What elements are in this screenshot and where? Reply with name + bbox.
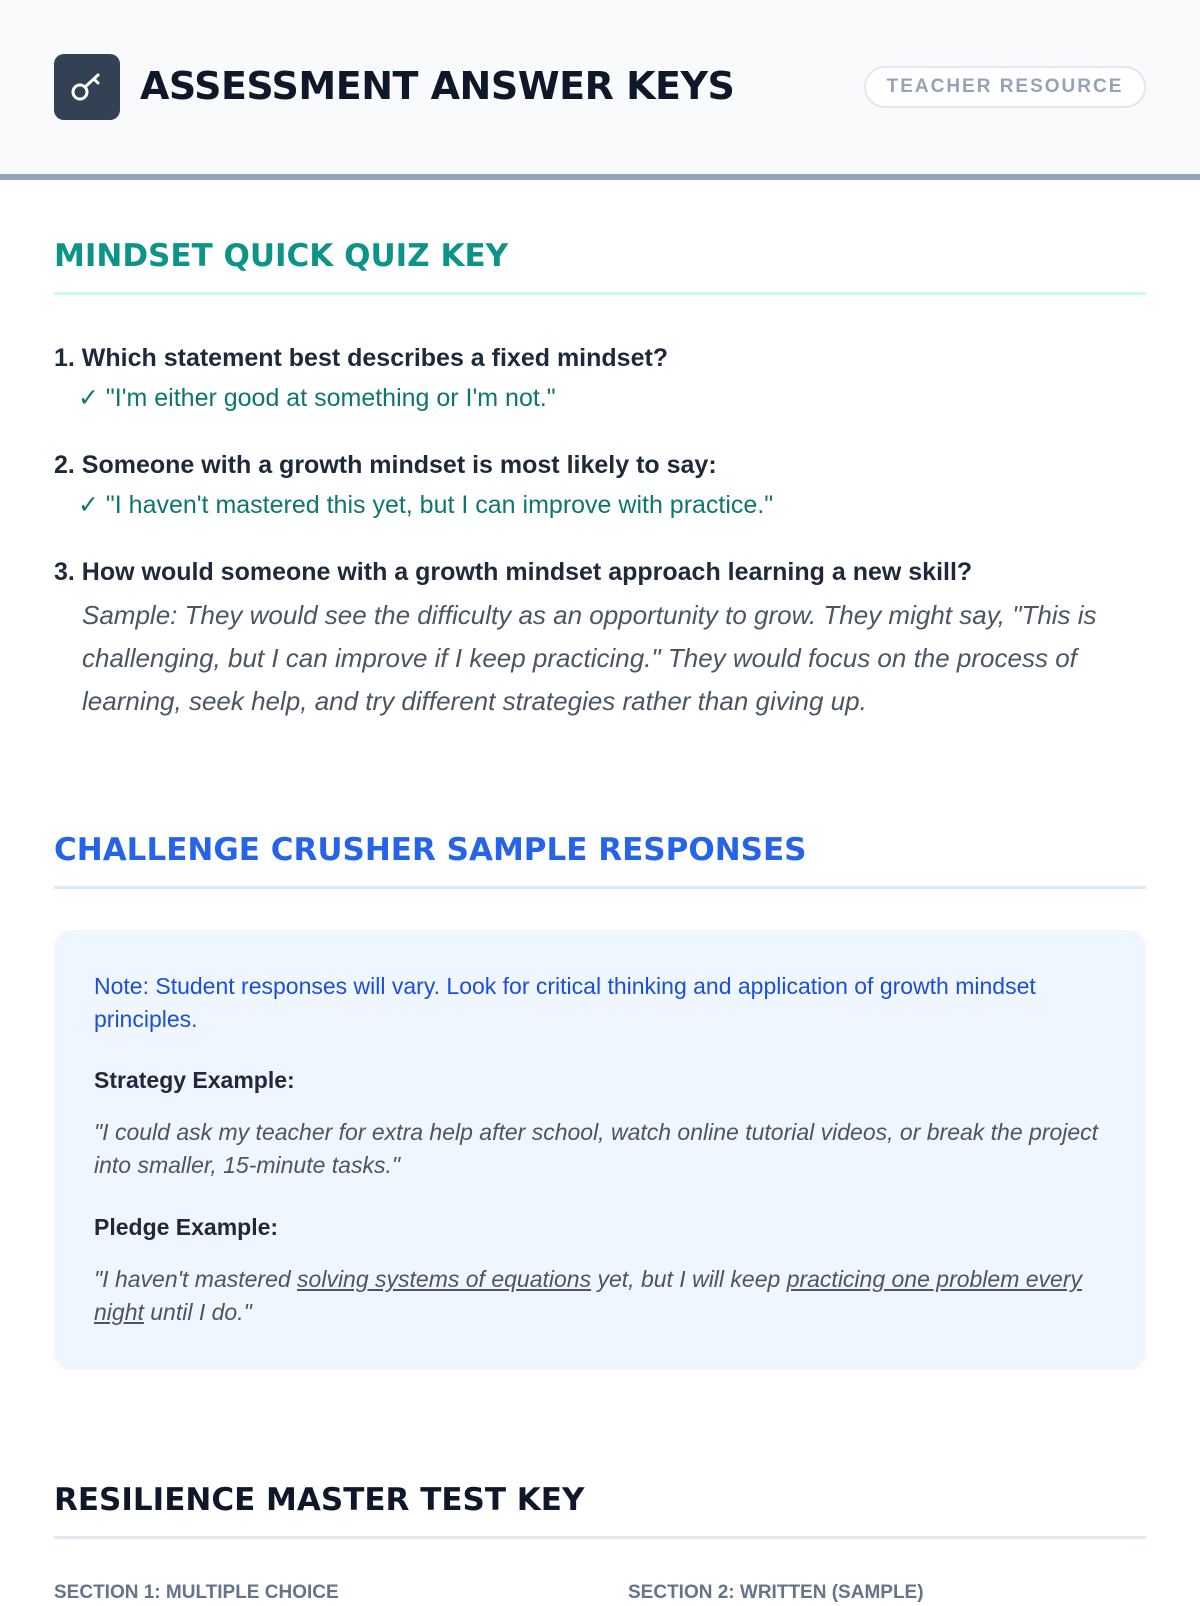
quiz-question-1: 1. Which statement best describes a fixed mindset? bbox=[54, 344, 669, 372]
pledge-blank-action: practicing one problem every night bbox=[94, 1266, 1083, 1325]
quiz-answer-2: ✓ "I haven't mastered this yet, but I can improve with practice." bbox=[78, 491, 774, 519]
pledge-blank-skill: solving systems of equations bbox=[297, 1266, 592, 1292]
teacher-resource-badge: TEACHER RESOURCE bbox=[864, 66, 1146, 108]
key-icon bbox=[67, 67, 107, 107]
resilience-heading: RESILIENCE MASTER TEST KEY bbox=[54, 1478, 1146, 1539]
pledge-text-middle: yet, but I will keep bbox=[591, 1266, 787, 1292]
quiz-heading: MINDSET QUICK QUIZ KEY bbox=[54, 234, 1146, 295]
strategy-example-text: "I could ask my teacher for extra help after school, watch online tutorial videos, or break the project into smaller, 15-minute tasks." bbox=[94, 1119, 1099, 1178]
page-title: ASSESSMENT ANSWER KEYS bbox=[140, 64, 735, 108]
strategy-example-label: Strategy Example: bbox=[94, 1067, 295, 1093]
pledge-text-start: "I haven't mastered bbox=[94, 1266, 298, 1292]
teacher-note: Note: Student responses will vary. Look for critical thinking and application of growth mindset principles. bbox=[94, 973, 1036, 1032]
challenge-heading: CHALLENGE CRUSHER SAMPLE RESPONSES bbox=[54, 828, 1146, 889]
pledge-example-label: Pledge Example: bbox=[94, 1214, 279, 1240]
section-1-label: SECTION 1: MULTIPLE CHOICE bbox=[54, 1582, 339, 1603]
quiz-sample-answer-3: Sample: They would see the difficulty as an opportunity to grow. They might say, "This is challenging, but I can improve if I keep practicing." They would focus on the process of learning, seek help, and try different strategies rather than giving up. bbox=[82, 600, 1097, 716]
quiz-question-2: 2. Someone with a growth mindset is most likely to say: bbox=[54, 451, 717, 479]
section-2-label: SECTION 2: WRITTEN (SAMPLE) bbox=[628, 1582, 924, 1603]
page-header bbox=[0, 0, 1200, 180]
logo-badge bbox=[54, 54, 120, 120]
sample-responses-panel bbox=[54, 930, 1146, 1370]
pledge-text-end: until I do." bbox=[143, 1299, 252, 1325]
quiz-question-3: 3. How would someone with a growth mindset approach learning a new skill? bbox=[54, 558, 973, 586]
pledge-example-text bbox=[94, 1263, 1114, 1329]
quiz-answer-1: ✓ "I'm either good at something or I'm not." bbox=[78, 384, 556, 412]
